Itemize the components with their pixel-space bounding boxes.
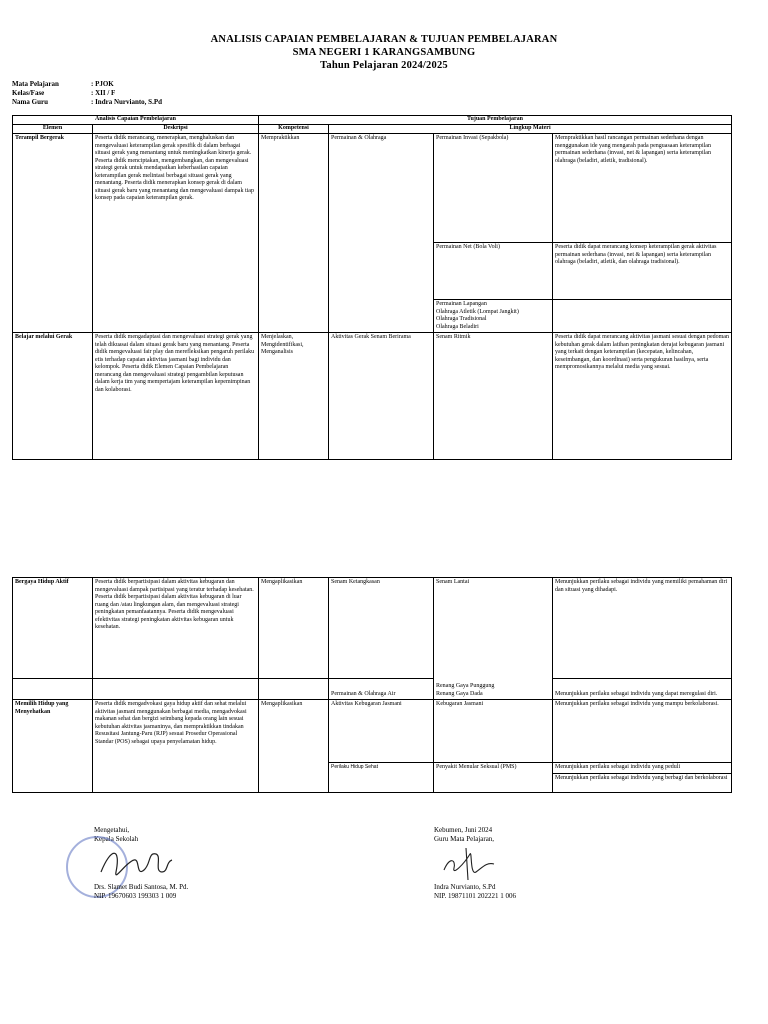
lingkup-cell: Senam Ketangkasan	[329, 578, 434, 679]
elemen-cell: Terampil Bergerak	[13, 134, 93, 333]
info-label-subject: Mata Pelajaran	[12, 80, 59, 88]
header-kompetensi: Kompetensi	[259, 125, 329, 134]
table-row	[13, 333, 732, 460]
kompetensi-cell: Menjelaskan, Mengidentifikasi, Menganalisis	[259, 333, 329, 460]
tp-cell: Menunjukkan perilaku sebagai individu yang berbagi dan berkolaborasi	[553, 774, 732, 793]
submateri-line: Olahraga Atletik (Lompat Jangkit)	[436, 308, 519, 315]
tp-cell: Menunjukkan perilaku sebagai individu yang dapat meregulasi diri.	[553, 679, 732, 700]
elemen-cell: Belajar melalui Gerak	[13, 333, 93, 460]
kompetensi-cell: Mengaplikasikan	[259, 700, 329, 793]
tp-cell	[553, 300, 732, 333]
lingkup-cell: Perilaku Hidup Sehat	[329, 763, 434, 793]
tp-cell: Peserta didik dapat merancang aktivitas jasmani sesuai dengan pedoman kebutuhan gerak dalam latihan peningkatan derajat kebugaran jasmani yang terkait dengan keterampilan (kecepatan, kelincahan, keseimbangan, dan koordinasi) serta pengukuran hasilnya, serta mempromosikannya melalui media yang sesuai.	[553, 333, 732, 460]
deskripsi-cell: Peserta didik mengadaptasi dan mengevaluasi strategi gerak yang telah dikuasai dalam situasi gerak baru yang menantang. Peserta didik mengevaluasi fair play dan merefleksikan pengaruh perilaku etis terhadap capaian aktivitas jasmani bagi individu dan kelompok. Peserta didik Elemen Capaian Pembelajaran merancang dan mengevaluasi strategi pengambilan keputusan dalam kerja tim yang mempertajam keterampilan kepemimpinan dan kolaborasi.	[93, 333, 259, 460]
tp-cell: Mempraktikkan hasil rancangan permainan sederhana dengan menggunakan ide yang mengarah pada penguasaan keterampilan permainan sederhana (invasi, net & lapangan) serta keterampilan olahraga (beladiri, atletik, tradisional).	[553, 134, 732, 243]
signature-right	[434, 826, 634, 845]
submateri-cell	[434, 300, 553, 333]
info-label-teacher: Nama Guru	[12, 98, 48, 106]
submateri-cell: Senam Ritmik	[434, 333, 553, 460]
submateri-line: Renang Gaya Dada	[436, 690, 483, 697]
doc-title: ANALISIS CAPAIAN PEMBELAJARAN & TUJUAN PEMBELAJARAN	[210, 34, 558, 45]
teacher-name: Indra Nurvianto, S.Pd	[434, 883, 496, 891]
deskripsi-cell: Peserta didik merancang, menerapkan, menghaluskan dan mengevaluasi keterampilan gerak spesifik di dalam berbagai situasi gerak yang menantang untuk meningkatkan kinerja gerak. Peserta didik menciptakan, mengembangkan, dan mengevaluasi strategi gerak untuk mendapatkan keberhasilan capaian keterampilan gerak melintasi berbagai situasi gerak yang menantang. Peserta didik menerapkan konsep gerak di dalam situasi gerak baru yang menantang dan mengevaluasi dampak tiap konsep pada capaian keterampilan gerak.	[93, 134, 259, 333]
teacher-signature-icon	[436, 846, 506, 882]
submateri-cell: Penyakit Menular Seksual (PMS)	[434, 763, 553, 793]
principal-nip: NIP. 19670603 199303 1 009	[94, 892, 177, 901]
submateri-line: Renang Gaya Punggung	[436, 683, 495, 689]
elemen-cell	[13, 679, 93, 700]
info-value-subject: : PJOK	[91, 80, 114, 88]
tp-cell: Peserta didik dapat merancang konsep keterampilan gerak aktivitas permainan sederhana (invasi, net & lapangan) serta keterampilan olahraga (beladiri, atletik, dan olahraga tradisional).	[553, 243, 732, 300]
sign-role: Kepala Sekolah	[94, 835, 139, 844]
teacher-nip: NIP. 19871101 202221 1 006	[434, 892, 516, 901]
deskripsi-cell: Peserta didik berpartisipasi dalam aktivitas kebugaran dan mengevaluasi dampak partisipasi yang teratur terhadap kesehatan. Peserta didik berpartisipasi dalam aktivitas kebugaran di luar ruang dan /atau lingkungan alam, dan mengevaluasi strategi peningkatan pemanfaatannya. Peserta didik mengevaluasi efektivitas strategi peningkatan aktivitas kebugaran untuk kesehatan.	[93, 578, 259, 679]
sign-date: Kebumen, Juni 2024	[434, 826, 493, 834]
submateri-cell: Permainan Net (Bola Voli)	[434, 243, 553, 300]
academic-year: Tahun Pelajaran 2024/2025	[320, 60, 448, 71]
header-tujuan-pembelajaran: Tujuan Pembelajaran	[259, 116, 732, 125]
header-lingkup-materi: Lingkup Materi	[329, 125, 732, 134]
header-analisis-cp: Analisis Capaian Pembelajaran	[13, 116, 259, 125]
analysis-table-continued	[12, 577, 732, 793]
deskripsi-cell: Peserta didik mengadvokasi gaya hidup aktif dan sehat melalui aktivitas jasmani menggunakan berbagai media, mengadvokasi makanan sehat dan bergizi seimbang kepada orang lain sesuai kebutuhan aktivitas jasmaninya, dan mempraktikkan tindakan Resusitasi Jantung-Paru (RJP) sesuai Prosedur Operasional Standar (POS) sebagai upaya penyelamatan hidup.	[93, 700, 259, 793]
principal-signature-icon	[96, 842, 176, 887]
submateri-cell: Permainan Invasi (Sepakbola)	[434, 134, 553, 243]
teacher-name-block	[434, 883, 654, 902]
elemen-cell: Memilih Hidup yang Menyehatkan	[13, 700, 93, 793]
submateri-line: Permainan Lapangan	[436, 301, 487, 307]
info-block	[12, 80, 312, 110]
info-value-class: : XII / F	[91, 89, 116, 97]
table-row	[13, 578, 732, 679]
info-label-class: Kelas/Fase	[12, 89, 45, 97]
header-elemen: Elemen	[13, 125, 93, 134]
submateri-group	[436, 683, 494, 698]
lingkup-cell: Permainan & Olahraga Air	[329, 679, 434, 700]
tp-cell: Menunjukkan perilaku sebagai individu yang peduli	[553, 763, 732, 774]
tp-cell: Menunjukkan perilaku sebagai individu yang memiliki pemahaman diri dan situasi yang dihadapi.	[553, 578, 732, 679]
sign-greeting: Mengetahui,	[94, 826, 130, 834]
tp-cell: Menunjukkan perilaku sebagai individu yang mampu berkolaborasi.	[553, 700, 732, 763]
principal-name-block	[94, 883, 314, 902]
kompetensi-cell: Mempraktikkan	[259, 134, 329, 333]
submateri-cell: Kebugaran Jasmani	[434, 700, 553, 763]
lingkup-cell: Permainan & Olahraga	[329, 134, 434, 333]
submateri-cell	[434, 578, 553, 700]
kompetensi-cell	[259, 679, 329, 700]
kompetensi-cell: Mengaplikasikan	[259, 578, 329, 679]
table-row	[13, 134, 732, 243]
submateri-line: Senam Lantai	[436, 579, 470, 585]
lingkup-cell: Aktivitas Kebugaran Jasmani	[329, 700, 434, 763]
lingkup-cell: Aktivitas Gerak Senam Berirama	[329, 333, 434, 460]
submateri-line: Olahraga Tradisional	[436, 316, 487, 322]
header-deskripsi: Deskripsi	[93, 125, 259, 134]
elemen-cell: Bergaya Hidup Aktif	[13, 578, 93, 679]
school-name: SMA NEGERI 1 KARANGSAMBUNG	[292, 47, 476, 58]
table-row	[13, 700, 732, 763]
info-value-teacher: : Indra Nurvianto, S.Pd	[91, 98, 162, 106]
deskripsi-cell	[93, 679, 259, 700]
sign-role: Guru Mata Pelajaran,	[434, 835, 495, 844]
principal-name: Drs. Slamet Budi Santosa, M. Pd.	[94, 883, 189, 891]
table-row	[13, 679, 732, 700]
analysis-table	[12, 115, 732, 460]
submateri-line: Olahraga Beladiri	[436, 323, 479, 330]
